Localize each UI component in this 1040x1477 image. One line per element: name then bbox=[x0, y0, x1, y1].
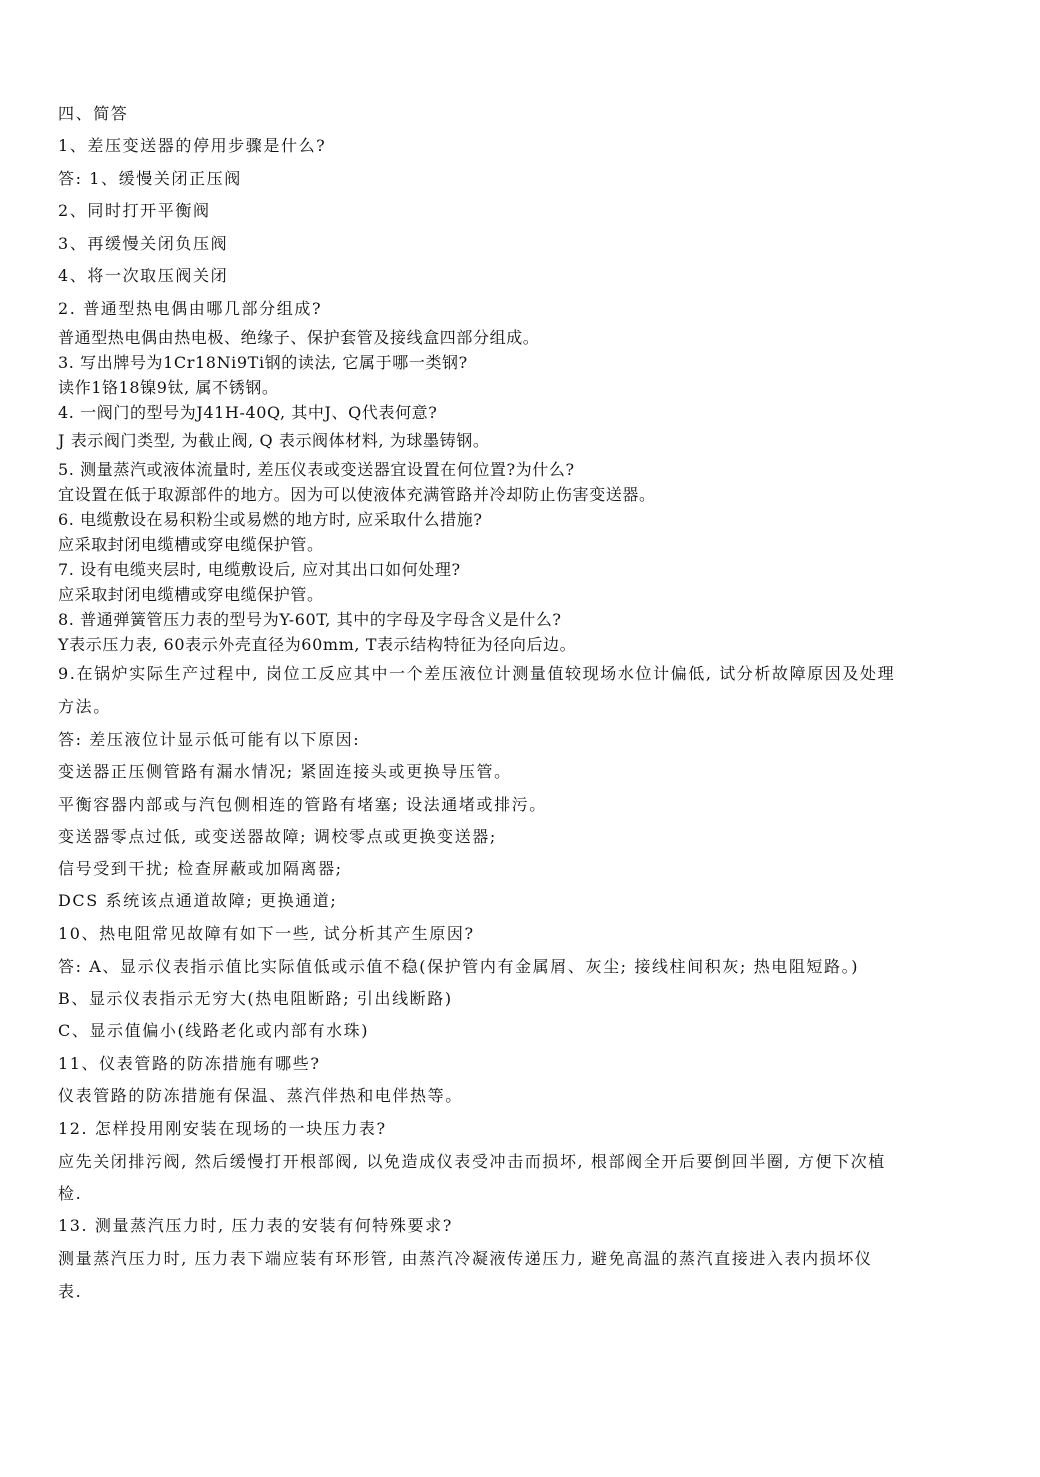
question-10: 10、热电阻常见故障有如下一些, 试分析其产生原因? bbox=[58, 924, 475, 943]
answer-line: 测量蒸汽压力时, 压力表下端应装有环形管, 由蒸汽冷凝液传递压力, 避免高温的蒸汽直接进入表内损坏仪 bbox=[58, 1249, 873, 1268]
answer-line: 读作1铬18镍9钛, 属不锈钢。 bbox=[58, 378, 279, 397]
question-9-cont: 方法。 bbox=[58, 697, 111, 716]
question-9: 9.在锅炉实际生产过程中, 岗位工反应其中一个差压液位计测量值较现场水位计偏低, 试分析故障原因及处理 bbox=[58, 664, 896, 683]
question-5: 5. 测量蒸汽或液体流量时, 差压仪表或变送器宜设置在何位置?为什么? bbox=[58, 460, 575, 479]
question-2: 2. 普通型热电偶由哪几部分组成? bbox=[58, 299, 323, 318]
question-11: 11、仪表管路的防冻措施有哪些? bbox=[58, 1054, 321, 1073]
question-8: 8. 普通弹簧管压力表的型号为Y-60T, 其中的字母及字母含义是什么? bbox=[58, 610, 562, 629]
question-6: 6. 电缆敷设在易积粉尘或易燃的地方时, 应采取什么措施? bbox=[58, 510, 483, 529]
answer-line: 应采取封闭电缆槽或穿电缆保护管。 bbox=[58, 535, 324, 554]
section-title: 四、简答 bbox=[58, 104, 129, 123]
answer-line: 答: 差压液位计显示低可能有以下原因: bbox=[58, 730, 361, 749]
answer-line: Y表示压力表, 60表示外壳直径为60mm, T表示结构特征为径向后边。 bbox=[58, 635, 577, 654]
answer-line: 变送器正压侧管路有漏水情况; 紧固连接头或更换导压管。 bbox=[58, 762, 512, 781]
question-13: 13. 测量蒸汽压力时, 压力表的安装有何特殊要求? bbox=[58, 1216, 453, 1235]
question-4: 4. 一阀门的型号为J41H-40Q, 其中J、Q代表何意? bbox=[58, 403, 438, 422]
answer-line: 普通型热电偶由热电极、绝缘子、保护套管及接线盒四部分组成。 bbox=[58, 328, 540, 347]
answer-line: C、显示值偏小(线路老化或内部有水珠) bbox=[58, 1021, 370, 1040]
answer-line: 仪表管路的防冻措施有保温、蒸汽伴热和电伴热等。 bbox=[58, 1086, 463, 1105]
question-3: 3. 写出牌号为1Cr18Ni9Ti钢的读法, 它属于哪一类钢? bbox=[58, 353, 468, 372]
answer-line: 应先关闭排污阀, 然后缓慢打开根部阀, 以免造成仪表受冲击而损坏, 根部阀全开后要倒回半圈, 方便下次植 bbox=[58, 1152, 886, 1171]
answer-line: DCS 系统该点通道故障; 更换通道; bbox=[58, 891, 338, 910]
answer-line: 答: 1、缓慢关闭正压阀 bbox=[58, 169, 242, 188]
answer-line: 宜设置在低于取源部件的地方。因为可以使液体充满管路并冷却防止伤害变送器。 bbox=[58, 485, 656, 504]
question-7: 7. 设有电缆夹层时, 电缆敷设后, 应对其出口如何处理? bbox=[58, 560, 461, 579]
answer-line: B、显示仪表指示无穷大(热电阻断路; 引出线断路) bbox=[58, 989, 453, 1008]
answer-line: 答: A、显示仪表指示值比实际值低或示值不稳(保护管内有金属屑、灰尘; 接线柱间积灰; 热电阻短路。) bbox=[58, 957, 860, 976]
answer-line: 2、同时打开平衡阀 bbox=[58, 201, 211, 220]
answer-line: 检. bbox=[58, 1184, 83, 1203]
answer-line: 4、将一次取压阀关闭 bbox=[58, 266, 229, 285]
answer-line: 应采取封闭电缆槽或穿电缆保护管。 bbox=[58, 585, 324, 604]
question-12: 12. 怎样投用刚安装在现场的一块压力表? bbox=[58, 1119, 387, 1138]
answer-line: 变送器零点过低, 或变送器故障; 调校零点或更换变送器; bbox=[58, 827, 497, 846]
answer-line: 3、再缓慢关闭负压阀 bbox=[58, 234, 229, 253]
answer-line: 平衡容器内部或与汽包侧相连的管路有堵塞; 设法通堵或排污。 bbox=[58, 795, 547, 814]
answer-line: 信号受到干扰; 检查屏蔽或加隔离器; bbox=[58, 859, 343, 878]
answer-line: J 表示阀门类型, 为截止阀, Q 表示阀体材料, 为球墨铸钢。 bbox=[58, 431, 490, 450]
answer-line: 表. bbox=[58, 1282, 83, 1301]
question-1: 1、差压变送器的停用步骤是什么? bbox=[58, 136, 327, 155]
